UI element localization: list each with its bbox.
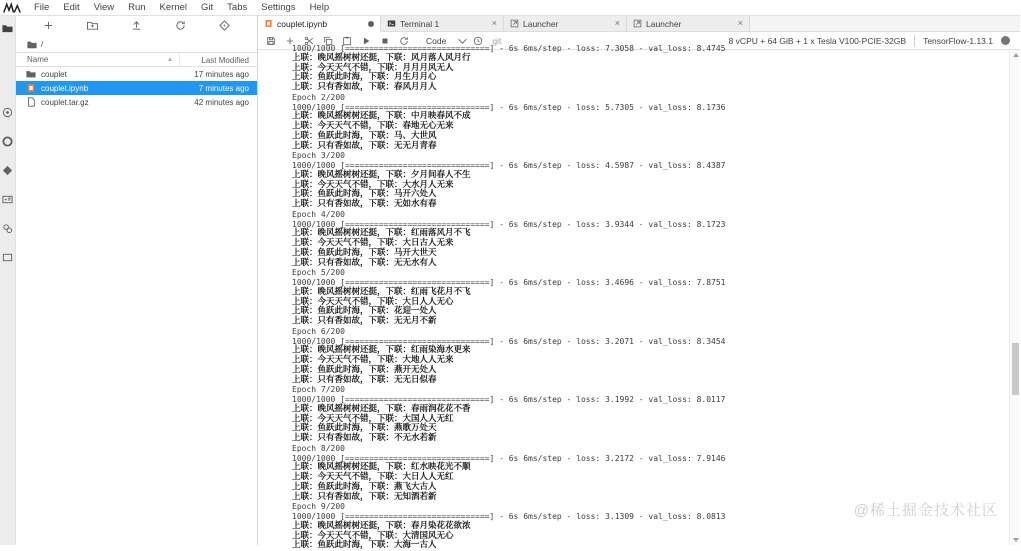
activity-bar bbox=[0, 16, 16, 545]
training-log-line: 1000/1000 [==============================] - 6s 6ms/step - loss: 3.1992 - val_loss: 8.0117 bbox=[292, 395, 726, 404]
notebook-output-area bbox=[258, 44, 1020, 551]
tab-launcher-3[interactable] bbox=[627, 16, 750, 31]
couplet-line: 上联：只有香如故，下联：无无日似春 bbox=[292, 374, 437, 385]
breadcrumb[interactable] bbox=[16, 36, 257, 52]
tab-couplet-ipynb-0[interactable] bbox=[258, 16, 381, 32]
git-clone-icon[interactable] bbox=[219, 20, 230, 33]
menu-git[interactable]: Git bbox=[201, 2, 214, 13]
couplet-line: 上联：今天天气不错，下联：大水月人无来 bbox=[292, 179, 454, 190]
file-modified: 7 minutes ago bbox=[198, 83, 249, 93]
couplet-line: 上联：今天天气不错，下联：月月月风无人 bbox=[292, 62, 454, 73]
training-log-line: 1000/1000 [==============================] - 6s 6ms/step - loss: 7.3058 - val_loss: 8.4745 bbox=[292, 44, 726, 53]
file-browser-toolbar bbox=[16, 16, 257, 36]
extensions-icon[interactable] bbox=[2, 222, 14, 234]
file-icon bbox=[26, 97, 36, 107]
training-log-line: Epoch 4/200 bbox=[292, 209, 345, 219]
couplet-line: 上联：鱼跃此时海，下联：马、大世风 bbox=[292, 130, 437, 141]
couplet-line: 上联：今天天气不错，下联：春地无心无来 bbox=[292, 121, 454, 131]
hardware-spec: 8 vCPU + 64 GiB + 1 x Tesla V100-PCIE-32GB bbox=[728, 35, 907, 46]
stop-circle-icon[interactable] bbox=[2, 135, 14, 147]
file-row-couplet.ipynb[interactable] bbox=[16, 81, 257, 95]
save-button[interactable] bbox=[266, 36, 276, 46]
file-row-couplet[interactable] bbox=[16, 67, 257, 81]
sort-ascending-icon[interactable]: ▲ bbox=[167, 56, 173, 63]
training-log-line: 1000/1000 [==============================] - 6s 6ms/step - loss: 3.9344 - val_loss: 8.1723 bbox=[292, 219, 726, 229]
scroll-down-icon[interactable] bbox=[1010, 535, 1021, 545]
file-modified: 17 minutes ago bbox=[194, 69, 249, 79]
watermark: @稀土掘金技术社区 bbox=[853, 502, 998, 519]
file-list-header bbox=[16, 52, 257, 67]
couplet-line: 上联：鱼跃此时海，下联：大海一古人 bbox=[292, 540, 437, 551]
training-log-line: Epoch 3/200 bbox=[292, 151, 345, 161]
menu-edit[interactable]: Edit bbox=[63, 2, 80, 13]
couplet-line: 上联：鱼跃此时海，下联：马开大世天 bbox=[292, 247, 437, 258]
cell-output bbox=[292, 44, 1006, 551]
couplet-line: 上联：今天天气不错，下联：大日人人无心 bbox=[292, 296, 454, 307]
training-log-line: 1000/1000 [==============================] - 6s 6ms/step - loss: 5.7305 - val_loss: 8.1736 bbox=[292, 102, 726, 112]
menu-kernel[interactable]: Kernel bbox=[159, 2, 188, 13]
couplet-line: 上联：鱼跃此时海，下联：花迎一处人 bbox=[292, 306, 437, 317]
breadcrumb-path: / bbox=[41, 39, 44, 49]
tab-label: Launcher bbox=[646, 18, 682, 29]
tab-label: Terminal 1 bbox=[400, 18, 440, 29]
git-toolbar-button[interactable]: git bbox=[492, 35, 502, 46]
menu-help[interactable]: Help bbox=[309, 2, 330, 13]
couplet-line: 上联：鱼跃此时海，下联：燕开无处人 bbox=[292, 364, 437, 375]
training-log-line: Epoch 2/200 bbox=[292, 92, 345, 102]
notebook-icon bbox=[26, 83, 36, 93]
terminal-icon bbox=[387, 19, 396, 28]
menu-run[interactable]: Run bbox=[128, 2, 146, 13]
file-browser-icon[interactable] bbox=[2, 22, 14, 34]
file-modified: 42 minutes ago bbox=[194, 97, 249, 107]
couplet-line: 上联：只有香如故，下联：无知酒若新 bbox=[292, 491, 437, 502]
file-row-couplet.tar.gz[interactable] bbox=[16, 95, 257, 109]
menu-view[interactable]: View bbox=[93, 2, 115, 13]
menu-bar bbox=[0, 0, 1020, 16]
file-browser-panel bbox=[16, 16, 258, 545]
main-area bbox=[258, 16, 1020, 551]
couplet-line: 上联：鱼跃此时海，下联：燕飞大古人 bbox=[292, 481, 437, 492]
launcher-icon bbox=[633, 19, 642, 28]
couplet-line: 上联：晚风摇树树还挺，下联：红雨染海水更来 bbox=[292, 345, 471, 356]
couplet-line: 上联：今天天气不错，下联：大清国风无心 bbox=[292, 530, 454, 541]
file-name: couplet.tar.gz bbox=[41, 97, 89, 107]
training-log-line: 1000/1000 [==============================] - 6s 6ms/step - loss: 3.2071 - val_loss: 8.3454 bbox=[292, 336, 726, 346]
couplet-line: 上联：只有香如故，下联：不无水若新 bbox=[292, 433, 437, 443]
scroll-up-icon[interactable] bbox=[1010, 50, 1021, 60]
open-tabs-icon[interactable] bbox=[2, 251, 14, 263]
folder-icon bbox=[27, 40, 37, 49]
couplet-line: 上联：今天天气不错，下联：大国人人无红 bbox=[292, 413, 454, 424]
couplet-line: 上联：晚风摇树树还挺，下联：夕月间春人不生 bbox=[292, 169, 471, 180]
app-logo bbox=[3, 2, 21, 14]
git-icon[interactable] bbox=[2, 164, 14, 176]
training-log-line: 1000/1000 [==============================] - 6s 6ms/step - loss: 4.5987 - val_loss: 8.4387 bbox=[292, 161, 726, 170]
training-log-line: Epoch 8/200 bbox=[292, 443, 345, 453]
training-log-line: 1000/1000 [==============================] - 6s 6ms/step - loss: 3.4696 - val_loss: 7.8751 bbox=[292, 278, 726, 287]
couplet-line: 上联：鱼跃此时海，下联：马开六处人 bbox=[292, 189, 437, 200]
upload-icon[interactable] bbox=[131, 20, 142, 33]
tab-label: Launcher bbox=[523, 18, 559, 29]
tab-label: couplet.ipynb bbox=[277, 18, 328, 29]
tab-terminal-1-1[interactable] bbox=[381, 16, 504, 31]
column-last-modified[interactable]: Last Modified bbox=[179, 53, 257, 66]
close-icon[interactable]: × bbox=[491, 18, 497, 28]
couplet-line: 上联：晚风摇树树还挺，下联：风月落人风月行 bbox=[292, 52, 471, 63]
folder-icon bbox=[26, 69, 36, 79]
couplet-line: 上联：只有香如故，下联：无无水有人 bbox=[292, 257, 437, 268]
scrollbar[interactable] bbox=[1009, 50, 1020, 545]
scrollbar-thumb[interactable] bbox=[1012, 343, 1019, 395]
close-icon[interactable]: × bbox=[614, 18, 620, 28]
couplet-line: 上联：只有香如故，下联：无无月青春 bbox=[292, 140, 437, 151]
couplet-line: 上联：晚风摇树树还挺，下联：春月染花花欲浓 bbox=[292, 520, 471, 531]
close-icon[interactable]: × bbox=[737, 18, 743, 28]
menu-tabs[interactable]: Tabs bbox=[227, 2, 248, 13]
couplet-line: 上联：鱼跃此时海，下联：月生月月心 bbox=[292, 72, 437, 83]
file-name: couplet bbox=[41, 69, 67, 79]
launcher-icon bbox=[510, 19, 519, 28]
menu-file[interactable]: File bbox=[34, 2, 50, 13]
couplet-line: 上联：晚风摇树树还挺，下联：红雨落风月不飞 bbox=[292, 228, 471, 239]
running-sessions-icon[interactable] bbox=[2, 106, 14, 118]
couplet-line: 上联：晚风摇树树还挺，下联：红水映花光不顺 bbox=[292, 462, 471, 473]
couplet-line: 上联：只有香如故，下联：无如水有春 bbox=[292, 199, 437, 209]
couplet-line: 上联：鱼跃此时海，下联：燕歌万处天 bbox=[292, 423, 437, 434]
couplet-line: 上联：今天天气不错，下联：大日人人无红 bbox=[292, 472, 454, 482]
column-name[interactable]: Name bbox=[27, 55, 49, 64]
unsaved-dot-icon bbox=[368, 21, 374, 27]
couplet-line: 上联：今天天气不错，下联：大地人人无来 bbox=[292, 355, 454, 365]
chevron-down-icon bbox=[458, 35, 466, 43]
kernel-name[interactable]: TensorFlow-1.13.1 bbox=[923, 35, 993, 46]
couplet-line: 上联：晚风摇树树还挺，下联：春雨润花花不香 bbox=[292, 403, 471, 414]
tab-launcher-2[interactable] bbox=[504, 16, 627, 31]
couplet-line: 上联：晚风摇树树还挺，下联：中月映春风不成 bbox=[292, 111, 471, 122]
couplet-line: 上联：今天天气不错，下联：大日古人无来 bbox=[292, 238, 454, 248]
couplet-line: 上联：晚风摇树树还挺，下联：红雨飞花月不飞 bbox=[292, 286, 471, 297]
menu-settings[interactable]: Settings bbox=[261, 2, 296, 13]
tab-bar bbox=[258, 16, 1020, 32]
couplet-line: 上联：只有香如故，下联：春风月月人 bbox=[292, 82, 437, 92]
new-launcher-icon[interactable] bbox=[43, 20, 54, 33]
cell-type-value: Code bbox=[426, 35, 447, 46]
training-log-line: 1000/1000 [==============================] - 6s 6ms/step - loss: 3.1309 - val_loss: 8.0813 bbox=[292, 512, 726, 521]
training-log-line: 1000/1000 [==============================] - 6s 6ms/step - loss: 3.2172 - val_loss: 7.9146 bbox=[292, 453, 726, 463]
notebook-icon bbox=[264, 19, 273, 28]
couplet-line: 上联：只有香如故，下联：无无月不新 bbox=[292, 316, 437, 326]
property-inspector-icon[interactable] bbox=[2, 193, 14, 205]
file-list bbox=[16, 67, 257, 545]
refresh-icon[interactable] bbox=[175, 20, 186, 33]
training-log-line: Epoch 7/200 bbox=[292, 385, 345, 395]
training-log-line: Epoch 6/200 bbox=[292, 326, 345, 336]
training-log-line: Epoch 9/200 bbox=[292, 502, 345, 512]
new-folder-icon[interactable] bbox=[87, 20, 98, 33]
training-log-line: Epoch 5/200 bbox=[292, 268, 345, 278]
file-name: couplet.ipynb bbox=[41, 83, 89, 93]
